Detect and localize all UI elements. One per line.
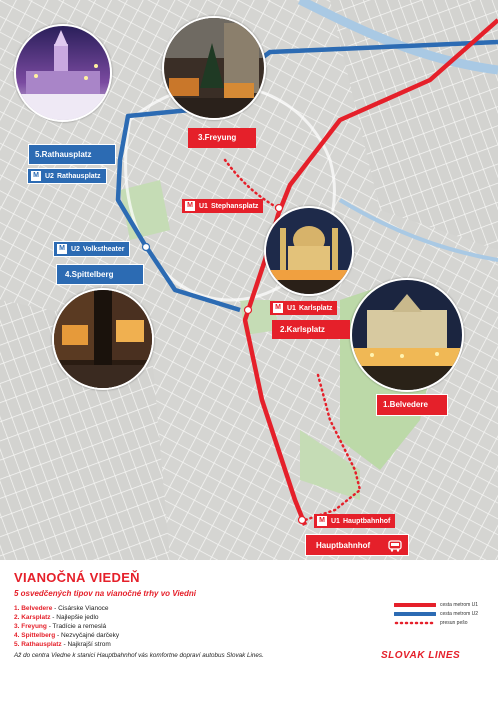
station-dot-volkstheater — [143, 244, 150, 251]
metro-icon: M — [185, 201, 195, 211]
karlsplatz-photo — [264, 206, 354, 296]
metro-icon: M — [273, 303, 283, 313]
station-name: Karlsplatz — [298, 304, 333, 312]
page-title: VIANOČNÁ VIEDEŇ — [14, 570, 140, 585]
tag-karlsplatz: 2.Karlsplatz — [272, 320, 350, 339]
tips-list — [14, 604, 119, 649]
list-item-desc: - Najkrajší strom — [61, 641, 111, 648]
list-item-desc: - Nezvyčajné darčeky — [55, 632, 120, 639]
list-item: 4. Spittelberg - Nezvyčajné darčeky — [14, 632, 120, 639]
station-line: U2 — [71, 245, 80, 253]
station-line: U1 — [199, 202, 208, 210]
spittelberg-photo — [52, 288, 154, 390]
tag-rathausplatz: 5.Rathausplatz — [28, 144, 116, 165]
station-name: Volkstheater — [82, 245, 125, 253]
station-name: Rathausplatz — [56, 172, 101, 180]
station-hauptbahnhof — [314, 514, 395, 528]
brand-logo: SLOVAK LINES — [381, 650, 461, 661]
list-item-desc: - Tradície a remeslá — [46, 623, 107, 630]
list-item-place: Rathausplatz — [21, 641, 62, 648]
station-volkstheater — [53, 241, 130, 257]
u1-swatch — [394, 602, 436, 608]
station-karlsplatz — [270, 301, 337, 315]
station-line: U1 — [287, 304, 296, 312]
bus-note: Až do centra Viedne k stanici Hauptbahnhof vás komfortne dopraví autobus Slovak Lines. — [14, 652, 264, 659]
freyung-photo — [162, 16, 266, 120]
station-dot-stephansplatz — [276, 205, 283, 212]
station-line: U2 — [45, 172, 54, 180]
legend-label: cesta metrom U2 — [440, 610, 479, 617]
station-dot-karlsplatz — [245, 307, 252, 314]
bus-icon — [388, 539, 402, 551]
legend-u1 — [394, 600, 478, 609]
station-stephansplatz — [182, 199, 263, 213]
list-item: 5. Rathausplatz - Najkrajší strom — [14, 641, 111, 648]
list-item: 3. Freyung - Tradície a remeslá — [14, 623, 107, 630]
list-item-desc: - Cisárske Vianoce — [52, 605, 109, 612]
footer-panel — [0, 560, 498, 705]
station-line: U1 — [331, 517, 340, 525]
u2-swatch — [394, 611, 436, 617]
metro-icon: M — [31, 171, 41, 181]
station-name: Stephansplatz — [210, 202, 259, 210]
list-item-place: Karsplatz — [21, 614, 51, 621]
list-item-place: Freyung — [21, 623, 47, 630]
rathausplatz-photo — [14, 24, 112, 122]
legend-walk — [394, 618, 478, 627]
tag-freyung: 3.Freyung — [188, 128, 256, 148]
list-item: 2. Karsplatz - Najlepšie jedlo — [14, 614, 99, 621]
metro-icon: M — [317, 516, 327, 526]
station-dot-hauptbahnhof — [299, 517, 306, 524]
tag-belvedere: 1.Belvedere — [376, 394, 448, 416]
list-item-place: Belvedere — [21, 605, 53, 612]
belvedere-photo — [350, 278, 464, 392]
tag-hauptbahnhof — [305, 534, 409, 556]
list-item: 1. Belvedere - Cisárske Vianoce — [14, 605, 109, 612]
station-rathausplatz — [27, 168, 107, 184]
page-subtitle: 5 osvedčených tipov na vianočné trhy vo Viedni — [14, 589, 196, 598]
map-legend — [394, 600, 478, 627]
station-name: Hauptbahnhof — [342, 517, 391, 525]
walk-swatch — [394, 620, 436, 626]
legend-label: presun pešo — [440, 619, 468, 626]
tag-spittelberg: 4.Spittelberg — [56, 264, 144, 285]
list-item-place: Spittelberg — [21, 632, 56, 639]
legend-label: cesta metrom U1 — [440, 601, 479, 608]
legend-u2 — [394, 609, 478, 618]
list-item-desc: - Najlepšie jedlo — [50, 614, 99, 621]
metro-icon: M — [57, 244, 67, 254]
hauptbahnhof-label: Hauptbahnhof — [316, 540, 371, 550]
